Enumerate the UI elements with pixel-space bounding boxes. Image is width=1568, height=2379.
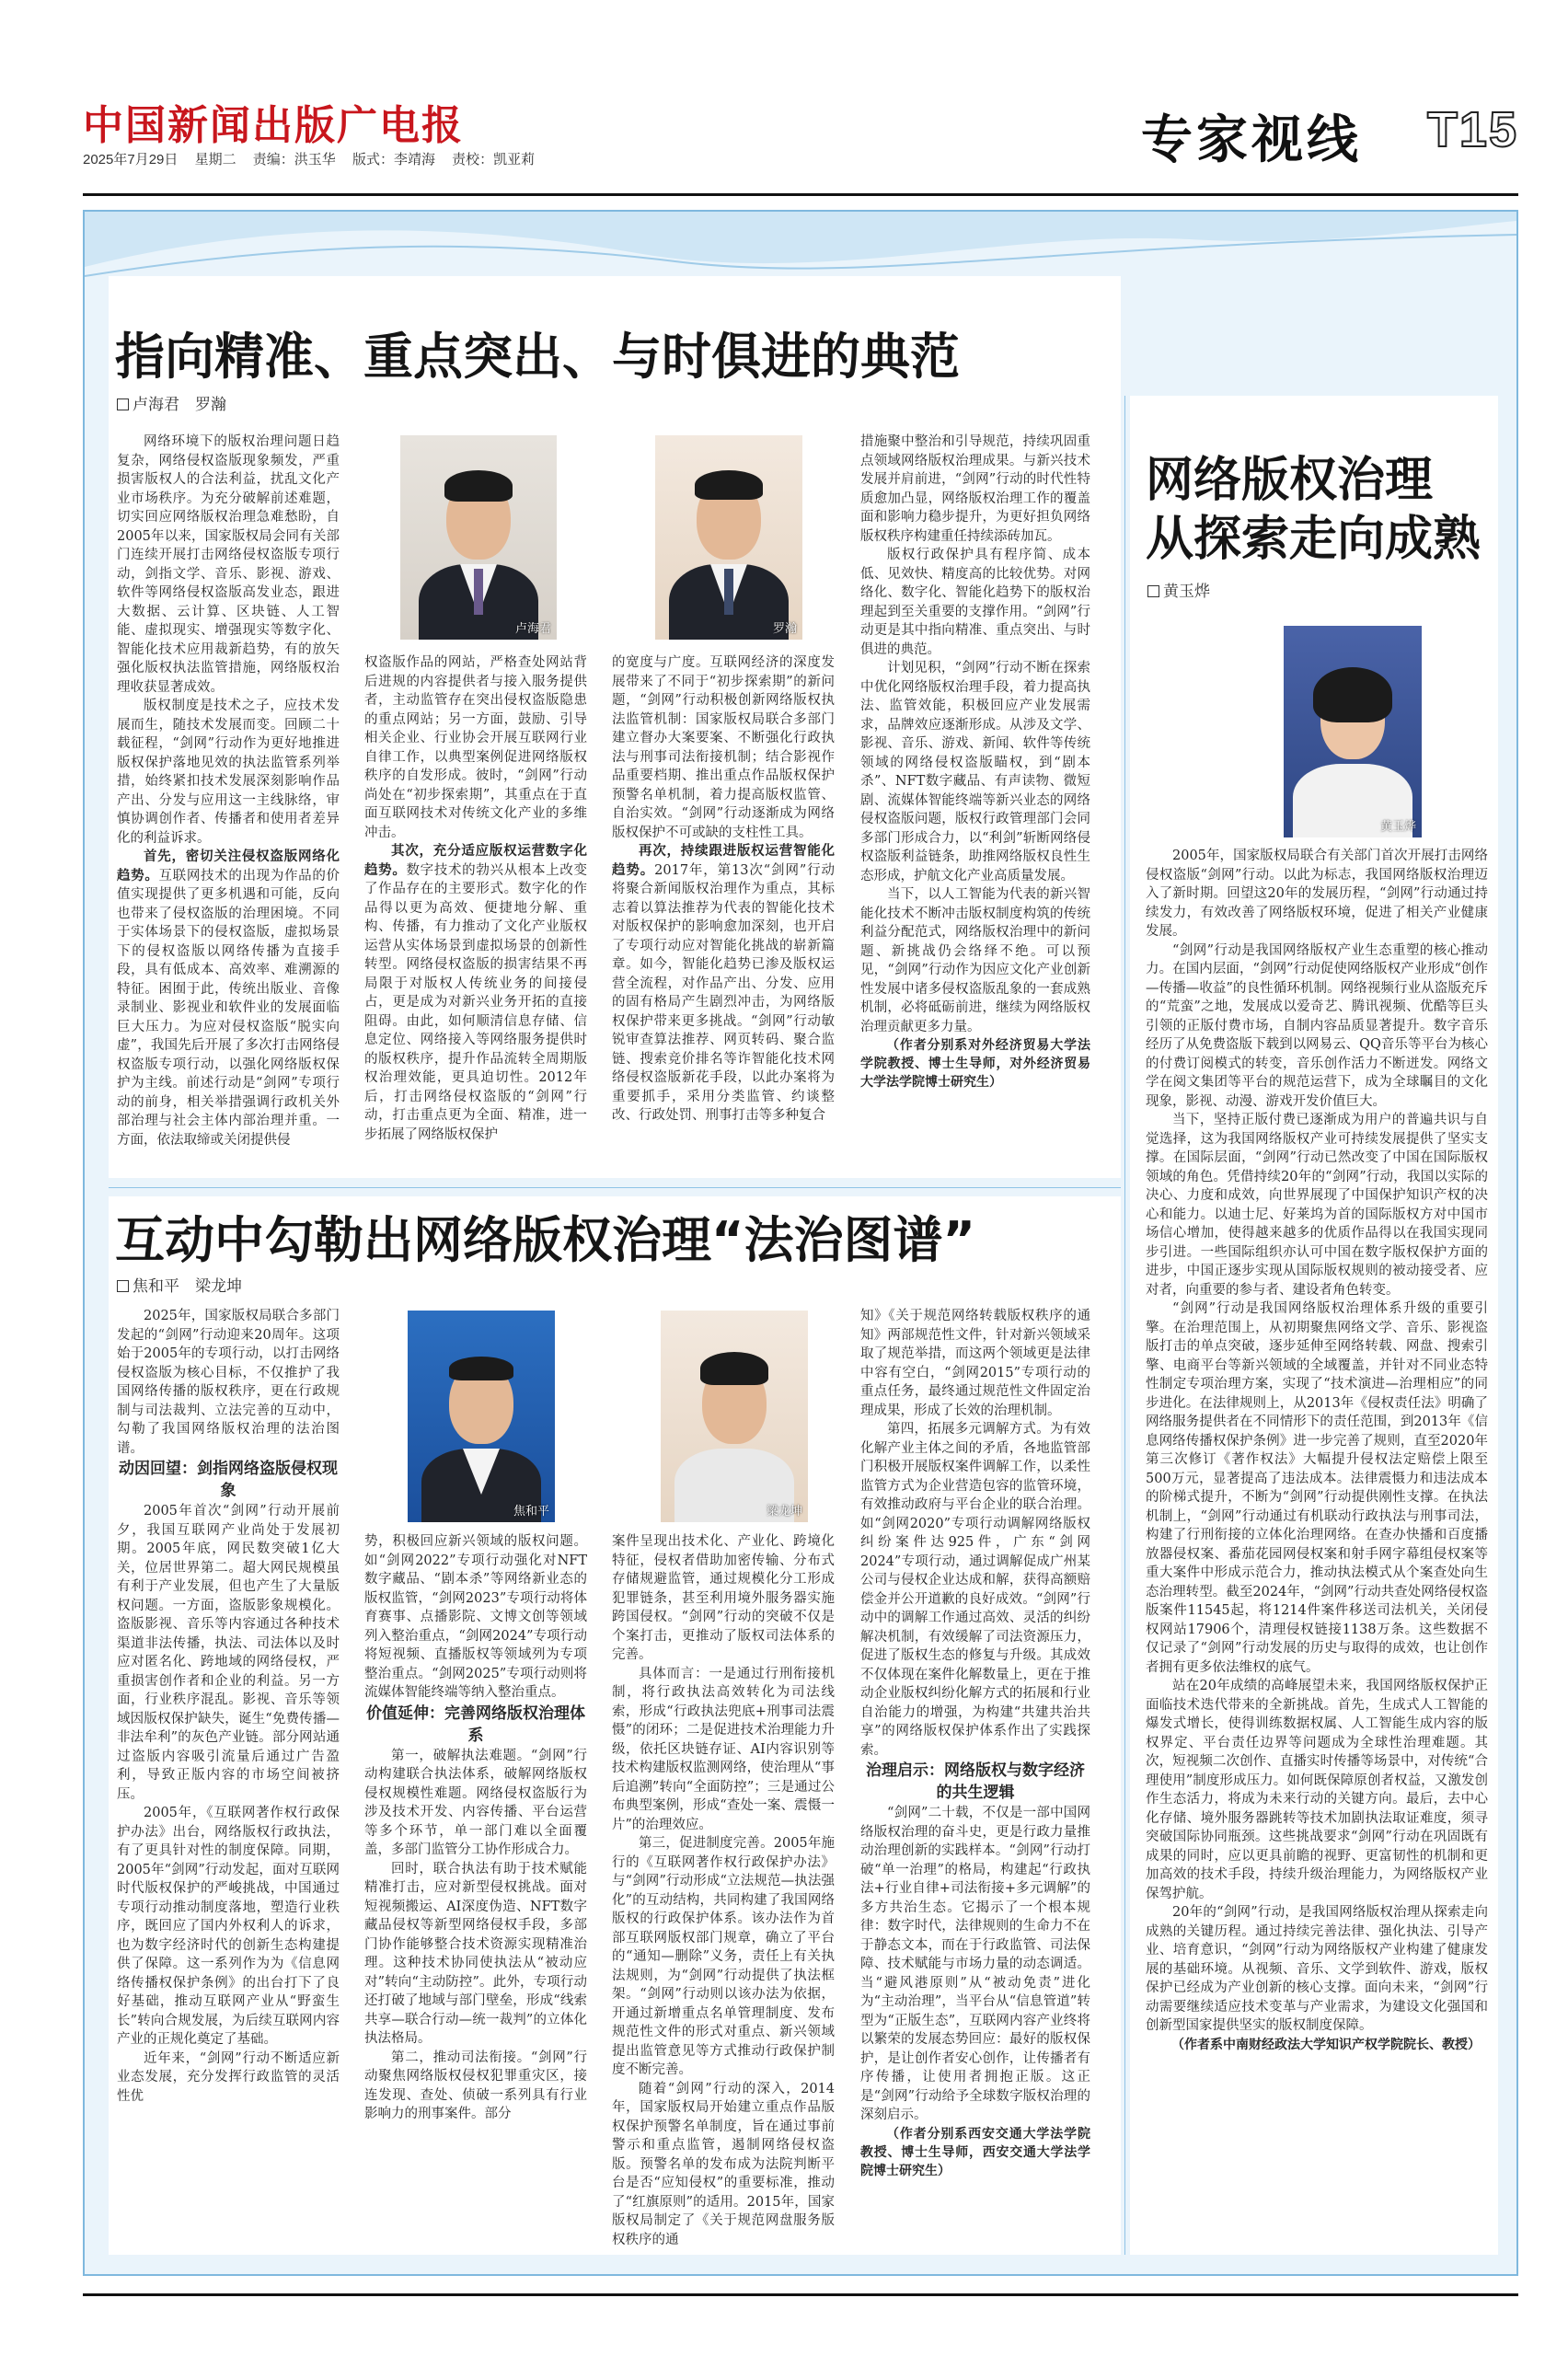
section-title: 专家视线 — [1141, 110, 1362, 168]
paragraph: 第二，推动司法衔接。“剑网”行动聚焦网络版权侵权犯罪重灾区，接连发现、查处、侦破一系列具有行业影响力的刑事案件。部分 — [364, 2050, 587, 2121]
author-note: （作者系中南财经政法大学知识产权学院院长、教授） — [1171, 2037, 1481, 2052]
author-photo-jiao — [408, 1311, 555, 1522]
paragraph: “剑网”二十载，不仅是一部中国网络版权治理的奋斗史，更是行政力量推动治理创新的实践样本。“剑网”行动打破“单一治理”的格局，构建起“行政执法+行业自律+司法衔接+多元调解”的多方共治生态。它揭示了一个根本规律：数字时代，法律规则的生命力不在于静态文本，而在于行政监管、司法保障、技术赋能与市场力量的动态调适。当“避风港原则”从“被动免责”进化为“主动治理”，当平台从“信息管道”转型为“正版生态”，互联网内容产业终将以繁荣的发展态势回应：最好的版权保护，是让创作者安心创作，让传播者有序传播，让使用者拥抱正版。这正是“剑网”行动给予全球数字版权治理的深刻启示。 — [860, 1806, 1090, 2122]
page-number: T15 — [1426, 102, 1518, 157]
paragraph: 第三，促进制度完善。2005年施行的《互联网著作权行政保护办法》与“剑网”行动形成“立法规范—执法强化”的互动结构，共同构建了我国网络版权的行政保护体系。该办法作为首部互联网版权部门规章，确立了平台的“通知—删除”义务，责任上有关执法规则，为“剑网”行动提供了执法框架。“剑网”行动则以该办法为依据，开通过新增重点名单管理制度、发布规范性文件的形式对重点、新兴领域提出监管意见等方式推动行政保护制度不断完善。 — [612, 1836, 835, 2077]
paragraph: 第四，拓展多元调解方式。为有效化解产业主体之间的矛盾，各地监管部门积极开展版权案件调解工作，以柔性监管方式为企业营造包容的监管环境，有效推动政府与平台企业的联合治理。如“剑网2020”专项行动调解网络版权纠纷案件达925件，广东“剑网2024”专项行动，通过调解促成广州某公司与侵权企业达成和解，获得高额赔偿金并公开道歉的良好成效。“剑网”行动中的调解工作通过高效、灵活的纠纷解决机制，有效缓解了司法资源压力，促进了版权生态的修复与升级。其成效不仅体现在案件化解数量上，更在于推动企业版权纠纷化解方式的拓展和行业自治能力的增强，为构建“共建共治共享”的网络版权保护体系作出了实践探索。 — [860, 1422, 1090, 1758]
decorative-wave — [85, 212, 1516, 285]
paragraph — [364, 842, 587, 1144]
article2-byline: 黄玉烨 — [1147, 578, 1210, 601]
article2-headline — [1146, 451, 1481, 569]
paragraph: 2005年首次“剑网”行动开展前夕，我国互联网产业尚处于发展初期。2005年底，网民数突破1亿大关，位居世界第二。超大网民规模虽有利于产业发展，但也产生了大量版权问题。一方面，盗版影象规模化。盗版影视、音乐等内容通过各种技术渠道非法传播，执法、司法体以及时应对匿名化、跨地域的网络侵权，严重损害创作者和企业的利益。另一方面，行业秩序混乱。影视、音乐等领域因版权保护缺失，诞生“免费传播—非法牟利”的灰色产业链。部分网站通过盗版内容吸引流量后通过广告盈利，导致正版内容的市场空间被挤压。 — [117, 1504, 340, 1802]
paragraph: 版权行政保护具有程序简、成本低、见效快、精度高的比较优势。对网络化、数字化、智能化趋势下的版权治理起到至关重要的支撑作用。“剑网”行动更是其中指向精准、重点突出、与时俱进的典范。 — [860, 548, 1090, 657]
subheading: 动因回望：剑指网络盗版侵权现象 — [119, 1460, 338, 1500]
paragraph-lead: 其次，充分适应版权运营数字化趋势。 — [364, 844, 587, 878]
paragraph-body: 数字技术的勃兴从根本上改变了作品存在的主要形式。数字化的作品得以更为高效、便捷地分解、重构、传播，有力推动了文化产业版权运营从实体场景到虚拟场景的创新性转型。网络侵权盗版的损害结果不再局限于对版权人传统业务的间接侵占，更是成为对新兴业务开拓的直接阻碍。由此，如何顺清信息存储、信息定位、网络接入等网络服务提供时的版权秩序，提升作品流转全周期版权治理效能，更具迫切性。2012年后，打击网络侵权盗版的“剑网”行动，打击重点更为全面、精准，进一步拓展了网络版权保护 — [364, 862, 587, 1142]
paragraph: 当下，以人工智能为代表的新兴智能化技术不断冲击版权制度构筑的传统利益分配范式，网络版权治理中的新问题、新挑战仍会络绎不绝。可以预见，“剑网”行动作为因应文化产业创新性发展中诸多侵权盗版乱象的一套成熟机制，必将砥砺前进，继续为网络版权治理贡献更多力量。 — [860, 887, 1090, 1034]
masthead — [83, 92, 1518, 184]
paragraph-lead: 首先，密切关注侵权盗版网络化趋势。 — [117, 849, 340, 883]
article3-headline: 互动中勾勒出网络版权治理“法治图谱” — [115, 1211, 975, 1269]
proof-credit: 责校：凯亚莉 — [452, 152, 536, 167]
subheading: 治理启示：网络版权与数字经济的共生逻辑 — [866, 1761, 1085, 1802]
author-photo-liang — [661, 1311, 808, 1522]
photo-caption: 焦和平 — [513, 1504, 549, 1518]
paragraph: 2025年，国家版权局联合多部门发起的“剑网”行动迎来20周年。这项始于2005年的专项行动，以打击网络侵权盗版为核心目标，不仅推护了我国网络传播的版权秩序，更在行政规制与司法裁判、立法完善的互动中，勾勒了我国网络版权治理的法治图谱。 — [117, 1309, 340, 1456]
photo-caption: 卢海君 — [514, 621, 551, 635]
editor-credit: 责编：洪玉华 — [252, 152, 336, 167]
paragraph-body: 2017年，第13次“剑网”行动将聚合新闻版权治理作为重点，其标志着以算法推荐为代表的智能化技术对版权保护的影响愈加深刻，也开启了专项行动应对智能化挑战的崭新篇章。如今，智能化趋势已渗及版权运营全流程，对作品产出、分发、应用的固有格局产生剧烈冲击，为网络版权保护带来更多挑战。“剑网”行动敏锐审查算法推荐、网页转码、聚合监链、搜索竞价排名等诈智能化技术网络侵权盗版新花手段，以此办案将为重要抓手，采用分类监管、约谈整改、行政处罚、刑事打击等多种复合 — [612, 862, 835, 1123]
paragraph: 2005年，《互联网著作权行政保护办法》出台，网络版权行政执法，有了更具针对性的制度保障。同期，2005年“剑网”行动发起，面对互联网时代版权保护的严峻挑战，中国通过专项行动推动制度落地，塑造行业秩序，既回应了国内外权利人的诉求，也为数字经济时代的创新生态构建提供了保障。这一系列作为为《信息网络传播权保护条例》的出台打下了良好基础，推动互联网产业从“野蛮生长”转向合规发展，为后续互联网内容产业的正规化奠定了基础。 — [117, 1806, 340, 2047]
paragraph: 第一，破解执法难题。“剑网”行动构建联合执法体系，破解网络版权侵权规模性难题。网络侵权盗版行为涉及技术开发、内容传播、平台运营等多个环节，单一部门难以全面覆盖，多部门监管分工协作形成合力。 — [364, 1748, 587, 1857]
paragraph: “剑网”行动是我国网络版权治理体系升级的重要引擎。在治理范围上，从初期聚焦网络文学、音乐、影视盗版打击的单点突破，逐步延伸至网络转载、网盘、搜索引擎、电商平台等新兴领域的全域覆盖，并针对不同业态特性制定专项治理方案，实现了“技术演进—治理相应”的同步进化。在法律规则上，从2013年《侵权责任法》明确了网络服务提供者在不同情形下的责任范围，到2013年《信息网络传播权保护条例》进一步完善了规则，直至2020年第三次修订《著作权法》大幅提升侵权法定赔偿上限至500万元，显著提高了违法成本。法律震慑力和违法成本的阶梯式提升，不断为“剑网”行动提供刚性支撑。在执法机制上，“剑网”行动通过有机联动行政执法与刑事司法，构建了行刑衔接的立体化治理网络。在查办快播和百度播放器侵权案、番茄花园网侵权案和射手网字幕组侵权案等重大案件中形成示范合力，推动执法模式从个案查处向生态治理转型。截至2024年，“剑网”行动共查处网络侵权盗版案件11545起，将1214件案件移送司法机关，关闭侵权网站17906个，清理侵权链接1138万条。这些数据不仅记录了“剑网”行动发展的历史与取得的成效，也让创作者拥有更多依法维权的底气。 — [1146, 1301, 1488, 1675]
article-divider — [109, 1187, 1121, 1188]
paragraph: 知》《关于规范网络转载版权秩序的通知》两部规范性文件，针对新兴领域采取了规范举措，而这两个领域更是法律中容有空白，“剑网2015”专项行动的重点任务，最终通过规范性文件固定治理成果，形成了长效的治理机制。 — [860, 1309, 1090, 1418]
paragraph: 势，积极回应新兴领域的版权问题。如“剑网2022”专项行动强化对NFT数字藏品、“剧本杀”等网络新业态的版权监管，“剑网2023”专项行动将体育赛事、点播影院、文博文创等领域列入整治重点，“剑网2024”专项行动将短视频、直播版权等领域列为专项整治重点。“剑网2025”专项行动则将流媒体智能终端等纳入整治重点。 — [364, 1534, 587, 1700]
author-note: （作者分别系对外经济贸易大学法学院教授、博士生导师，对外经济贸易大学法学院博士研究生） — [860, 1038, 1090, 1090]
issue-date: 2025年7月29日 — [83, 152, 179, 167]
paragraph: 站在20年成绩的高峰展望未来，我国网络版权保护正面临技术迭代带来的全新挑战。首先，生成式人工智能的爆发式增长，使得训练数据权属、人工智能生成内容的版权界定、平台责任边界等问题成为全球性治理难题。其次，短视频二次创作、直播实时传播等场景中，对传统“合理使用”制度形成压力。如何既保障原创者权益，又激发创作生态活力，将成为未来行动的关键方向。最后，去中心化存储、境外服务器跳转等技术加剧执法取证难度，须寻突破国际协同瓶颈。这些挑战要求“剑网”行动在巩固既有成果的同时，应以更具前瞻的视野、更富韧性的机制和更加高效的技术手段，持续升级治理能力，为网络版权产业保驾护航。 — [1146, 1679, 1488, 1901]
photo-caption: 黄玉烨 — [1379, 819, 1416, 833]
paragraph: 案件呈现出技术化、产业化、跨境化特征，侵权者借助加密传输、分布式存储规避监管，通过规模化分工形成犯罪链条，甚至利用境外服务器实施跨国侵权。“剑网”行动的突破不仅是个案打击，更推动了版权司法体系的完善。 — [612, 1534, 835, 1662]
article2-column — [1146, 847, 1488, 2135]
paragraph: 措施聚中整治和引导规范，持续巩固重点领域网络版权治理成果。与新兴技术发展并肩前进，“剑网”行动的时代性特质愈加凸显，网络版权治理工作的覆盖面和影响力稳步提升，为更好担负网络版权秩序构建重任持续添砖加瓦。 — [860, 434, 1090, 544]
paragraph: “剑网”行动是我国网络版权产业生态重塑的核心推动力。在国内层面，“剑网”行动促使网络版权产业形成“创作—传播—收益”的良性循环机制。网络视频行业从盗版充斥的“荒蛮”之地，发展成以爱奇艺、腾讯视频、优酷等巨头引领的正版付费市场，自制内容品质显著提升。数字音乐经历了从免费盗版下载到以网易云、QQ音乐等平台为核心的付费订阅模式的转变，音乐创作活力不断迸发。网络文学在阅文集团等平台的规范运营下，成为全球瞩目的文化现象，影视、动漫、游戏开发价值巨大。 — [1146, 942, 1488, 1109]
issue-meta — [83, 149, 548, 168]
paragraph — [612, 842, 835, 1126]
column-divider — [1124, 396, 1125, 2255]
footer-rule — [83, 2293, 1518, 2296]
author-note: （作者分别系西安交通大学法学院教授、博士生导师，西安交通大学法学院博士研究生） — [860, 2126, 1090, 2178]
article3-byline: 焦和平 梁龙坤 — [117, 1273, 242, 1296]
article3-column-3 — [612, 1532, 835, 2250]
paragraph: 权盗版作品的网站，严格查处网站背后进规的内容提供者与接入服务提供者，主动监管存在突出侵权盗版隐患的重点网站；另一方面，鼓励、引导相关企业、行业协会开展互联网行业自律工作，以典型案例促进网络版权秩序的自发形成。彼时，“剑网”行动尚处在“初步探索期”，其重点在于直面互联网技术对传统文化产业的多维冲击。 — [364, 655, 587, 840]
paragraph: 随着“剑网”行动的深入，2014年，国家版权局开始建立重点作品版权保护预警名单制度，旨在通过事前警示和重点监管，遏制网络侵权盗版。预警名单的发布成为法院判断平台是否“应知侵权”的重要标准，推动了“红旗原则”的适用。2015年，国家版权局制定了《关于规范网盘服务版权秩序的通 — [612, 2081, 835, 2247]
article2-headline-line-2: 从探索走向成熟 — [1146, 512, 1482, 567]
article2-headline-line-1: 网络版权治理 — [1146, 453, 1434, 508]
paragraph: 网络环境下的版权治理问题日趋复杂，网络侵权盗版现象频发，严重损害版权人的合法利益，扰乱文化产业市场秩序。为充分破解前述难题，切实回应网络版权治理急难愁盼，自2005年以来，国家版权局会同有关部门连续开展打击网络侵权盗版专项行动，剑指文学、音乐、影视、游戏、软件等网络侵权盗版高发业态，跟进大数据、云计算、区块链、人工智能、虚拟现实、增强现实等数字化、智能化技术应用裁新趋势，有的放矢强化版权执法监管措施，网络版权治理收获显著成效。 — [117, 434, 340, 695]
author-photo-huang — [1284, 626, 1422, 837]
masthead-rule — [83, 193, 1518, 196]
photo-caption: 罗瀚 — [772, 621, 797, 635]
subheading: 价值延伸：完善网络版权治理体系 — [366, 1703, 585, 1745]
paragraph: 近年来，“剑网”行动不断适应新业态发展，充分发挥行政监管的灵活性优 — [117, 2050, 340, 2104]
author-photo-luo — [655, 435, 802, 640]
author-photo-lu — [400, 435, 557, 640]
article3-column-4 — [860, 1307, 1090, 2250]
issue-weekday: 星期二 — [194, 152, 236, 167]
paragraph: 具体而言：一是通过行刑衔接机制，将行政执法高效转化为司法线索，形成“行政执法兜底+刑事司法震慑”的闭环；二是促进技术治理能力升级，依托区块链存证、AI内容识别等技术构建版权监测网络，使治理从“事后追溯”转向“全面防控”；三是通过公布典型案例，形成“查处一案、震慑一片”的治理效应。 — [612, 1666, 835, 1832]
paragraph: 当下，坚持正版付费已逐渐成为用户的普遍共识与自觉选择，这为我国网络版权产业可持续发展提供了坚实支撑。在国际层面，“剑网”行动已然改变了中国在国际版权领域的角色。凭借持续20年的“剑网”行动，我国以实际的决心、力度和成效，向世界展现了中国保护知识产权的决心和能力。以迪士尼、好莱坞为首的国际版权方对中国市场信心增加，使得越来越多的优质作品得以在我国实现同步引进。一些国际组织亦认可中国在数字版权保护方面的进步，中国正逐步实现从国际版权规则的被动接受者、应对者，向重要的参与者、建设者角色转变。 — [1146, 1113, 1488, 1298]
paragraph: 的宽度与广度。互联网经济的深度发展带来了不同于“初步探索期”的新问题，“剑网”行动积极创新网络版权执法监管机制：国家版权局联合多部门建立督办大案要案、不断强化行政执法与刑事司法衔接机制；结合影视作品重要档期、推出重点作品版权保护预警名单机制，着力提高版权监管、自治实效。“剑网”行动逐渐成为网络版权保护不可或缺的支柱性工具。 — [612, 655, 835, 840]
paragraph: 回时，联合执法有助于技术赋能精准打击，应对新型侵权挑战。面对短视频搬运、AI深度伪造、NFT数字藏品侵权等新型网络侵权手段，多部门协作能够整合技术资源实现精准治理。这种技术协同使执法从“被动应对”转向“主动防控”。此外，专项行动还打破了地域与部门壁垒，形成“线索共享—联合行动—统一裁判”的立体化执法格局。 — [364, 1861, 587, 2046]
article1-column-3 — [612, 653, 835, 1169]
layout-credit: 版式：李靖海 — [352, 152, 435, 167]
article1-byline: 卢海君 罗瀚 — [117, 391, 226, 414]
article3-column-2 — [364, 1532, 587, 2250]
paragraph — [117, 848, 340, 1149]
paragraph: 2005年，国家版权局联合有关部门首次开展打击网络侵权盗版“剑网”行动。以此为标志，我国网络版权治理迈入了新时期。回望这20年的发展历程，“剑网”行动通过持续发力，有效改善了网络版权环境，促进了相关产业健康发展。 — [1146, 849, 1488, 939]
newspaper-logo: 中国新闻出版广电报 — [83, 102, 464, 149]
paragraph-body: 互联网技术的出现为作品的价值实现提供了更多机遇和可能，反向也带来了侵权盗版的治理困境。不同于实体场景下的侵权盗版，虚拟场景下的侵权盗版以网络传播为直接手段，具有低成本、高效率、难溯源的特征。困囿于此，传统出版业、音像录制业、影视业和软件业的发展面临巨大压力。为应对侵权盗版“脱实向虚”，我国先后开展了多次打击网络侵权盗版专项行动，以强化网络版权保护为主线。前述行动是“剑网”专项行动的前身，相关举措强调行政机关外部治理与社会主体内部治理并重。一方面，依法取缔或关闭提供侵 — [117, 868, 340, 1148]
paragraph: 20年的“剑网”行动，是我国网络版权治理从探索走向成熟的关键历程。通过持续完善法律、强化执法、引导产业、培育意识，“剑网”行动为网络版权产业构建了健康发展的基础环境。从视频、音乐、文学到软件、游戏，版权保护已经成为产业创新的核心支撑。面向未来，“剑网”行动需要继续适应技术变革与产业需求，为建设文化强国和创新型国家提供坚实的版权制度保障。 — [1146, 1905, 1488, 2033]
article1-headline: 指向精准、重点突出、与时俱进的典范 — [115, 328, 960, 386]
article1-column-2 — [364, 653, 587, 1169]
article1-column-1 — [117, 433, 340, 1169]
photo-caption: 梁龙坤 — [766, 1504, 802, 1518]
paragraph: 版权制度是技术之子，应技术发展而生，随技术发展而变。回顾二十载征程，“剑网”行动作为更好地推进版权保护落地见效的执法监管系列举措，始终紧扣技术发展深刻影响作品产出、分发与应用这一主线脉络，审慎协调创作者、传播者和使用者差异化的利益诉求。 — [117, 699, 340, 846]
article3-column-1 — [117, 1307, 340, 2250]
paragraph: 计划见积，“剑网”行动不断在探索中优化网络版权治理手段，着力提高执法、监管效能，积极回应产业发展需求，品牌效应逐渐形成。从涉及文学、影视、音乐、游戏、新闻、软件等传统领域的网络侵权盗版瞄权，到“剧本杀”、NFT数字藏品、有声读物、微短剧、流媒体智能终端等新兴业态的网络侵权盗版问题，版权行政管理部门会同多部门形成合力，以“利剑”斩断网络侵权盗版利益链条，助推网络版权良性生态形成，护航文化产业高质量发展。 — [860, 661, 1090, 883]
article1-column-4 — [860, 433, 1090, 1169]
paragraph-lead: 再次，持续跟进版权运营智能化趋势。 — [612, 844, 835, 878]
